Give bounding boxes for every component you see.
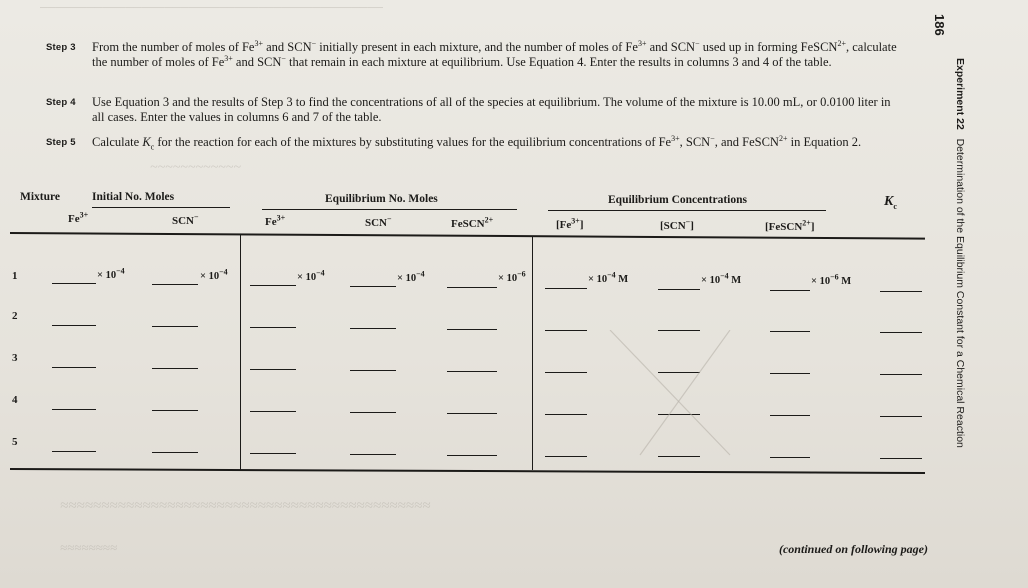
step-4 <box>46 95 916 129</box>
running-head-title: Determination of the Equilibrium Constant for a Chemical Reaction <box>954 138 966 448</box>
col-initial-scn: SCN− <box>172 212 199 227</box>
row-number: 3 <box>12 352 18 364</box>
answer-blank[interactable] <box>658 289 700 290</box>
column-divider-2 <box>532 236 533 470</box>
step-text: Calculate $K_c$ for the reaction for each of the mixtures by substituting values for the equilibrium concentrations of $Fe^{3+}$, SCN−, and FeSCN$^{2+}$ in Equation 2. <box>92 133 862 152</box>
answer-blank[interactable] <box>770 415 810 416</box>
header-initial-moles: Initial No. Moles <box>92 191 175 203</box>
answer-blank[interactable] <box>350 286 396 287</box>
unit-label: × $10^{-4}$ <box>297 268 325 283</box>
answer-blank[interactable] <box>770 290 810 291</box>
row-number: 5 <box>12 436 18 448</box>
answer-blank[interactable] <box>350 328 396 329</box>
answer-blank[interactable] <box>880 458 922 459</box>
answer-blank[interactable] <box>770 331 810 332</box>
step-label: Step 4 <box>46 97 76 108</box>
answer-blank[interactable] <box>447 329 497 330</box>
col-eq-fe: $Fe^{3+}$ <box>265 213 286 228</box>
row-number: 4 <box>12 394 18 406</box>
table-bottom-rule <box>10 468 925 474</box>
bleed-through-text: ──────────────────────────────────────────── <box>40 2 383 14</box>
answer-blank[interactable] <box>350 412 396 413</box>
answer-blank[interactable] <box>250 285 296 286</box>
answer-blank[interactable] <box>545 414 587 415</box>
page-number: 186 <box>932 14 947 36</box>
unit-label: × $10^{-4}$ M <box>588 270 629 285</box>
step-text: Use Equation 3 and the results of Step 3 to find the concentrations of all of the species at equilibrium. The volume of the mixture is 10.00 mL, or 0.0100 liter in all cases. Enter the values in columns 6 and 7 of the table. <box>92 95 891 124</box>
step-3 <box>46 40 916 74</box>
answer-blank[interactable] <box>880 416 922 417</box>
unit-label: × $10^{-6}$ M <box>811 272 852 287</box>
answer-blank[interactable] <box>52 409 96 410</box>
running-head <box>954 58 966 448</box>
answer-blank[interactable] <box>52 451 96 452</box>
bleed-through-diagonal <box>600 330 740 460</box>
answer-blank[interactable] <box>52 367 96 368</box>
column-divider-1 <box>240 234 241 470</box>
answer-blank[interactable] <box>880 374 922 375</box>
step-label: Step 3 <box>46 42 76 53</box>
answer-blank[interactable] <box>152 452 198 453</box>
answer-blank[interactable] <box>880 332 922 333</box>
answer-blank[interactable] <box>447 287 497 288</box>
answer-blank[interactable] <box>350 454 396 455</box>
answer-blank[interactable] <box>250 453 296 454</box>
answer-blank[interactable] <box>152 368 198 369</box>
row-number: 2 <box>12 310 18 322</box>
bleed-through-text: ≈≈≈≈≈≈≈≈ <box>60 540 118 555</box>
answer-blank[interactable] <box>770 373 810 374</box>
unit-label: × $10^{-6}$ <box>498 269 526 284</box>
answer-blank[interactable] <box>545 372 587 373</box>
table-top-rule <box>10 232 925 240</box>
continued-note: (continued on following page) <box>778 542 928 556</box>
unit-label: × $10^{-4}$ <box>397 269 425 284</box>
answer-blank[interactable] <box>250 369 296 370</box>
answer-blank[interactable] <box>250 411 296 412</box>
bleed-through-text: ≈≈≈≈≈≈≈≈≈≈≈≈≈≈≈≈≈≈≈≈≈≈≈≈≈≈≈≈≈≈≈≈≈≈≈≈≈≈≈≈≈≈≈≈≈ <box>60 498 431 514</box>
answer-blank[interactable] <box>880 291 922 292</box>
answer-blank[interactable] <box>152 326 198 327</box>
answer-blank[interactable] <box>250 327 296 328</box>
answer-blank[interactable] <box>770 457 810 458</box>
unit-label: × $10^{-4}$ <box>97 266 125 281</box>
answer-blank[interactable] <box>545 456 587 457</box>
answer-blank[interactable] <box>52 325 96 326</box>
header-equilibrium-moles: Equilibrium No. Moles <box>325 193 438 205</box>
step-text: From the number of moles of $Fe^{3+}$ and SCN− initially present in each mixture, and the number of moles of $Fe^{3+}$ and SCN− used up in forming FeSCN$^{2+}$, calculate the number of moles of $Fe^{3+}$ and SCN− that remain in each mixture at equilibrium. Use Equation 4. Enter the results in columns 3 and 4 of the table. <box>92 38 897 69</box>
initial-group-underline <box>92 207 230 208</box>
header-mixture: Mixture <box>20 191 61 203</box>
eq-moles-group-underline <box>262 209 517 210</box>
header-equilibrium-concentrations: Equilibrium Concentrations <box>608 194 747 206</box>
col-conc-fe: $[Fe^{3+}]$ <box>556 216 584 231</box>
bleed-through-text: ~~~~~~~~~~~~ <box>150 160 241 175</box>
col-conc-scn: [SCN−] <box>660 217 694 232</box>
header-kc: $K_c$ <box>884 194 897 211</box>
answer-blank[interactable] <box>447 371 497 372</box>
answer-blank[interactable] <box>447 455 497 456</box>
col-eq-scn: SCN− <box>365 214 392 229</box>
answer-blank[interactable] <box>545 330 587 331</box>
eq-conc-group-underline <box>548 210 826 211</box>
answer-blank[interactable] <box>447 413 497 414</box>
col-initial-fe: $Fe^{3+}$ <box>68 210 89 225</box>
unit-label: × $10^{-4}$ M <box>701 271 742 286</box>
step-5 <box>46 135 916 153</box>
col-eq-fescn: FeSCN$^{2+}$ <box>451 215 494 230</box>
answer-blank[interactable] <box>152 284 198 285</box>
answer-blank[interactable] <box>52 283 96 284</box>
step-label: Step 5 <box>46 137 76 148</box>
answer-blank[interactable] <box>152 410 198 411</box>
row-number: 1 <box>12 270 18 282</box>
running-head-experiment: Experiment 22 <box>954 58 966 130</box>
answer-blank[interactable] <box>350 370 396 371</box>
col-conc-fescn: [FeSCN$^{2+}$] <box>765 218 815 233</box>
answer-blank[interactable] <box>545 288 587 289</box>
unit-label: × $10^{-4}$ <box>200 267 228 282</box>
